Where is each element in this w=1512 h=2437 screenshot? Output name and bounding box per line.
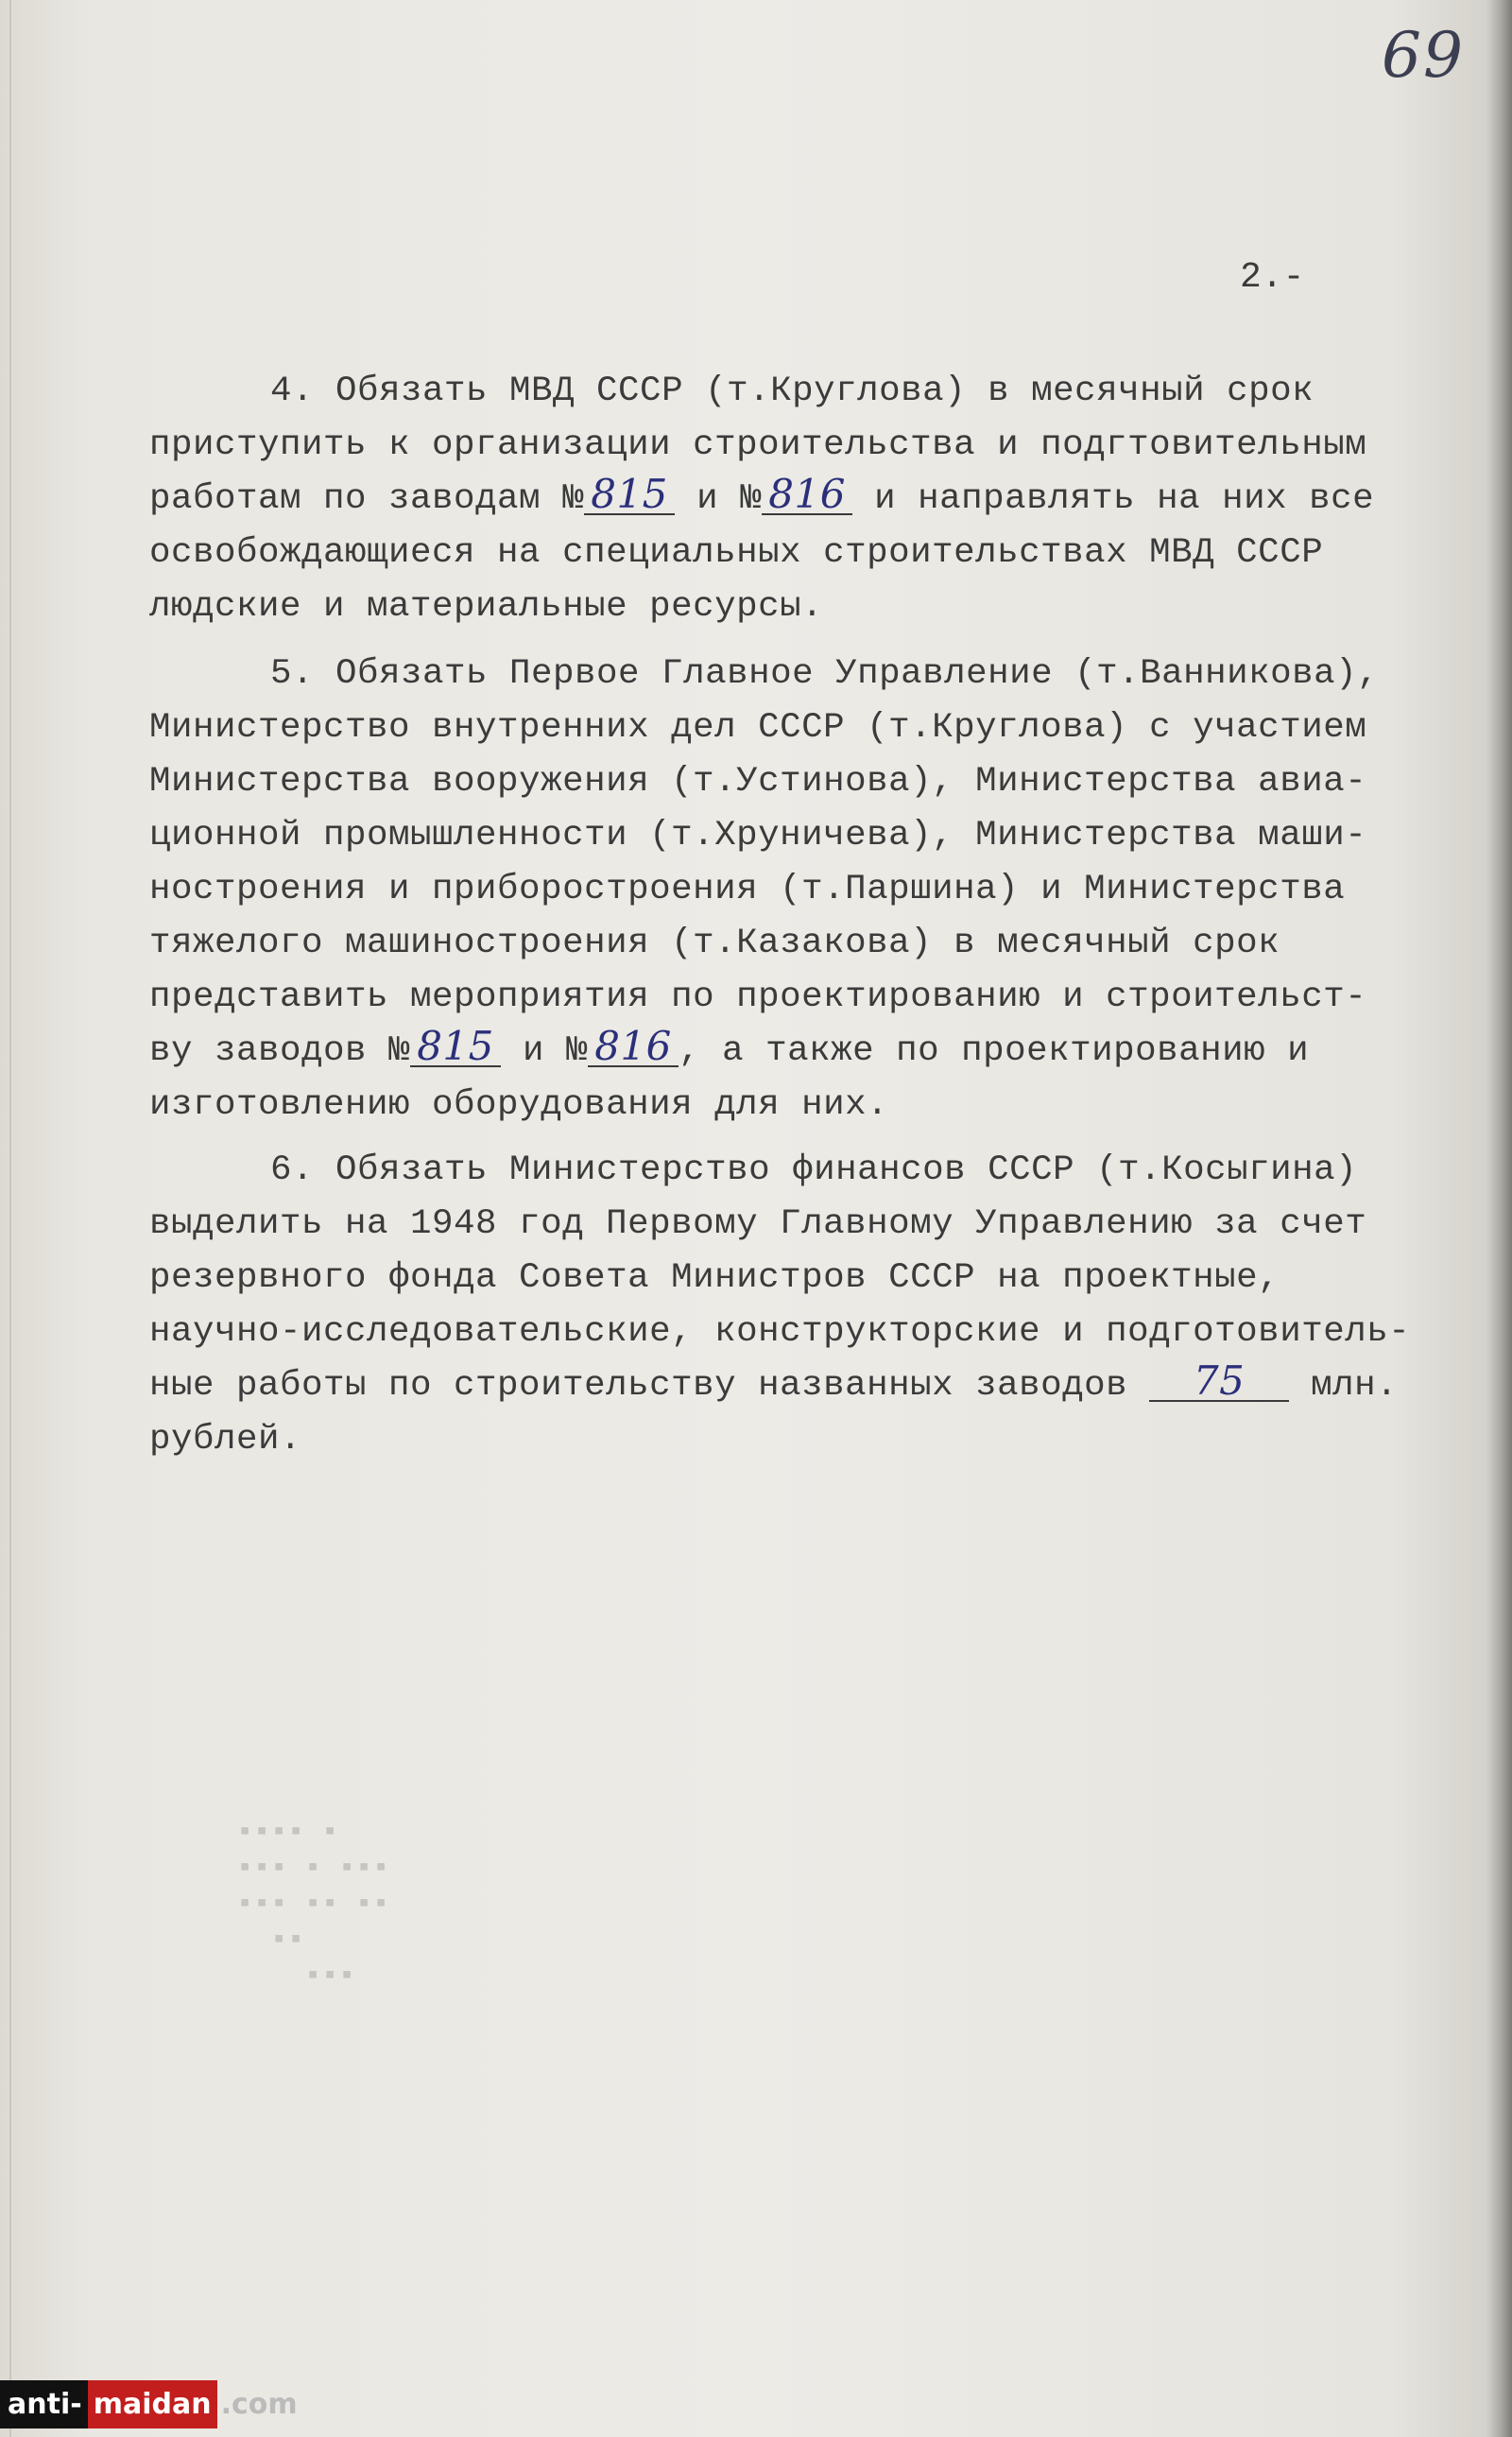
text-line: 5. Обязать Первое Главное Управление (т.Ванникова),	[270, 654, 1380, 694]
handwritten-page-number: 69	[1382, 19, 1465, 92]
page-edge-line	[9, 0, 11, 2437]
text-segment: и №	[501, 1031, 589, 1071]
text-line	[149, 1359, 1491, 1413]
handwritten-factory-number: 815	[410, 1028, 501, 1067]
text-line: Министерство внутренних дел СССР (т.Круглова) с участием	[149, 708, 1367, 748]
handwritten-factory-number: 816	[588, 1028, 679, 1067]
text-line: освобождающиеся на специальных строительствах МВД СССР	[149, 533, 1324, 573]
text-line: выделить на 1948 год Первому Главному Управлению за счет	[149, 1204, 1367, 1244]
text-line	[149, 473, 1491, 527]
bleed-through-stamp: ▪ ▪▪▪▪ ▪▪▪ ▪ ▪▪▪ ▪▪ ▪▪ ▪▪▪ ▪▪ ▪▪▪	[236, 1817, 390, 1993]
text-segment: млн.	[1289, 1366, 1399, 1406]
text-line: ностроения и приборостроения (т.Паршина) и Министерства	[149, 870, 1346, 909]
watermark-part: maidan	[88, 2380, 217, 2428]
text-segment: и направлять на них все	[852, 479, 1375, 519]
text-segment: ные работы по строительству названных заводов	[149, 1366, 1150, 1406]
text-line: научно-исследовательские, конструкторские и подготовитель-	[149, 1312, 1411, 1352]
text-line: резервного фонда Совета Министров СССР на проектные,	[149, 1258, 1280, 1298]
paragraph-5	[149, 648, 1491, 1132]
typed-page-number: 2.-	[1240, 257, 1305, 298]
handwritten-factory-number: 816	[762, 475, 852, 515]
text-line: людские и материальные ресурсы.	[149, 587, 824, 627]
paragraph-4	[149, 365, 1491, 634]
text-line: 6. Обязать Министерство финансов СССР (т.Косыгина)	[270, 1150, 1358, 1190]
text-line	[149, 1025, 1491, 1079]
text-line: представить мероприятия по проектированию и строительст-	[149, 977, 1367, 1017]
text-segment: и №	[675, 479, 763, 519]
site-watermark	[0, 2371, 340, 2437]
text-line: изготовлению оборудования для них.	[149, 1085, 889, 1125]
watermark-part: .com	[220, 2387, 298, 2421]
text-line: Министерства вооружения (т.Устинова), Министерства авиа-	[149, 762, 1367, 802]
text-line: рублей.	[149, 1420, 302, 1460]
watermark-part: anti-	[0, 2380, 88, 2428]
text-segment: , а также по проектированию и	[679, 1031, 1310, 1071]
text-segment: ву заводов №	[149, 1031, 411, 1071]
text-line: приступить к организации строительства и подгтовительным	[149, 425, 1367, 465]
text-segment: работам по заводам №	[149, 479, 585, 519]
handwritten-amount: 75	[1149, 1362, 1289, 1402]
handwritten-factory-number: 815	[584, 475, 675, 515]
paragraph-6	[149, 1144, 1491, 1467]
text-line: 4. Обязать МВД СССР (т.Круглова) в месячный срок	[270, 372, 1314, 411]
text-line: тяжелого машиностроения (т.Казакова) в месячный срок	[149, 924, 1280, 963]
text-line: ционной промышленности (т.Хруничева), Министерства маши-	[149, 816, 1367, 856]
